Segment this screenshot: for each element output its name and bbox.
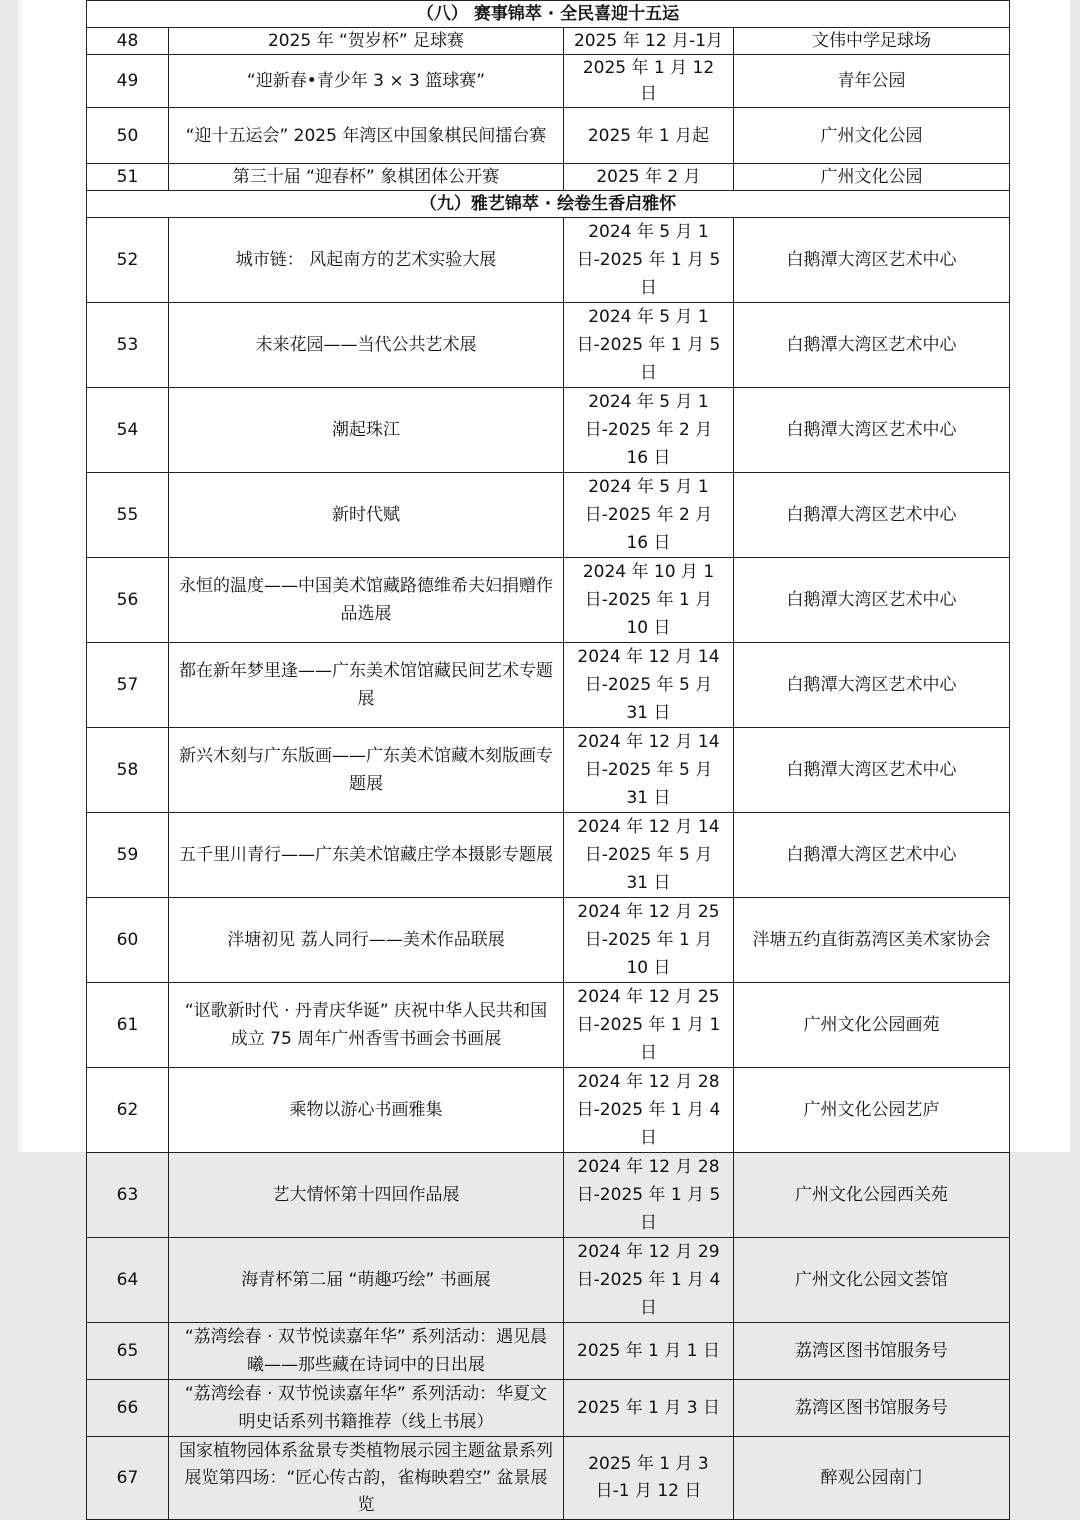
table-row <box>87 898 1010 983</box>
table-row <box>87 1380 1010 1437</box>
event-time: 2024 年 12 月 28 日-2025 年 1 月 4 日 <box>564 1068 734 1153</box>
event-time: 2025 年 1 月起 <box>564 108 734 164</box>
section-header-row <box>87 1 1010 28</box>
row-number: 53 <box>87 303 169 388</box>
row-number: 49 <box>87 55 169 108</box>
table-row <box>87 983 1010 1068</box>
event-venue: 文伟中学足球场 <box>734 28 1010 55</box>
row-number: 55 <box>87 473 169 558</box>
row-number: 60 <box>87 898 169 983</box>
table-row <box>87 473 1010 558</box>
table-row <box>87 108 1010 164</box>
table-row <box>87 1238 1010 1323</box>
event-name: 泮塘初见 荔人同行——美术作品联展 <box>169 898 564 983</box>
row-number: 64 <box>87 1238 169 1323</box>
event-time: 2024 年 12 月 14 日-2025 年 5 月 31 日 <box>564 728 734 813</box>
event-time: 2025 年 1 月 1 日 <box>564 1323 734 1380</box>
event-time: 2024 年 12 月 25 日-2025 年 1 月 10 日 <box>564 898 734 983</box>
table-row <box>87 303 1010 388</box>
row-number: 58 <box>87 728 169 813</box>
event-name: 潮起珠江 <box>169 388 564 473</box>
row-number: 54 <box>87 388 169 473</box>
event-venue: 白鹅潭大湾区艺术中心 <box>734 813 1010 898</box>
row-number: 67 <box>87 1437 169 1520</box>
event-venue: 醉观公园南门 <box>734 1437 1010 1520</box>
event-time: 2024 年 12 月 14 日-2025 年 5 月 31 日 <box>564 813 734 898</box>
event-name: 2025 年 “贺岁杯” 足球赛 <box>169 28 564 55</box>
event-venue: 白鹅潭大湾区艺术中心 <box>734 388 1010 473</box>
event-time: 2024 年 5 月 1 日-2025 年 1 月 5 日 <box>564 303 734 388</box>
section-title: （八） 赛事锦萃 · 全民喜迎十五运 <box>87 1 1010 28</box>
row-number: 65 <box>87 1323 169 1380</box>
event-name: 海青杯第二届 “萌趣巧绘” 书画展 <box>169 1238 564 1323</box>
event-venue: 白鹅潭大湾区艺术中心 <box>734 473 1010 558</box>
table-row <box>87 28 1010 55</box>
event-venue: 广州文化公园 <box>734 164 1010 191</box>
event-name: 第三十届 “迎春杯” 象棋团体公开赛 <box>169 164 564 191</box>
row-number: 57 <box>87 643 169 728</box>
row-number: 48 <box>87 28 169 55</box>
table-row <box>87 218 1010 303</box>
event-venue: 泮塘五约直街荔湾区美术家协会 <box>734 898 1010 983</box>
event-name: 永恒的温度——中国美术馆藏路德维希夫妇捐赠作品选展 <box>169 558 564 643</box>
table-row <box>87 1153 1010 1238</box>
table-row <box>87 1068 1010 1153</box>
event-name: 城市链： 风起南方的艺术实验大展 <box>169 218 564 303</box>
event-time: 2024 年 10 月 1 日-2025 年 1 月 10 日 <box>564 558 734 643</box>
section-header-row <box>87 191 1010 218</box>
event-venue: 广州文化公园 <box>734 108 1010 164</box>
row-number: 56 <box>87 558 169 643</box>
event-venue: 白鹅潭大湾区艺术中心 <box>734 728 1010 813</box>
event-name: 都在新年梦里逢——广东美术馆馆藏民间艺术专题展 <box>169 643 564 728</box>
event-time: 2024 年 12 月 28 日-2025 年 1 月 5 日 <box>564 1153 734 1238</box>
table-row <box>87 813 1010 898</box>
event-name: 五千里川青行——广东美术馆藏庄学本摄影专题展 <box>169 813 564 898</box>
event-time: 2024 年 5 月 1 日-2025 年 2 月 16 日 <box>564 388 734 473</box>
event-venue: 广州文化公园艺庐 <box>734 1068 1010 1153</box>
event-name: 乘物以游心书画雅集 <box>169 1068 564 1153</box>
event-name: 未来花园——当代公共艺术展 <box>169 303 564 388</box>
event-time: 2024 年 12 月 25 日-2025 年 1 月 1 日 <box>564 983 734 1068</box>
event-venue: 荔湾区图书馆服务号 <box>734 1323 1010 1380</box>
row-number: 51 <box>87 164 169 191</box>
event-venue: 白鹅潭大湾区艺术中心 <box>734 558 1010 643</box>
section-title: （九）雅艺锦萃 · 绘卷生香启雅怀 <box>87 191 1010 218</box>
event-name: “迎新春•青少年 3 × 3 篮球赛” <box>169 55 564 108</box>
table-row <box>87 1437 1010 1520</box>
event-name: 新兴木刻与广东版画——广东美术馆藏木刻版画专题展 <box>169 728 564 813</box>
table-row <box>87 728 1010 813</box>
row-number: 66 <box>87 1380 169 1437</box>
event-venue: 广州文化公园西关苑 <box>734 1153 1010 1238</box>
event-venue: 白鹅潭大湾区艺术中心 <box>734 218 1010 303</box>
event-time: 2025 年 1 月 3 日-1 月 12 日 <box>564 1437 734 1520</box>
document-page <box>18 0 1070 1515</box>
event-name: “讴歌新时代 · 丹青庆华诞” 庆祝中华人民共和国成立 75 周年广州香雪书画会书画展 <box>169 983 564 1068</box>
event-time: 2024 年 12 月 29 日-2025 年 1 月 4 日 <box>564 1238 734 1323</box>
event-name: 国家植物园体系盆景专类植物展示园主题盆景系列展览第四场：“匠心传古韵，雀梅映碧空” 盆景展览 <box>169 1437 564 1520</box>
event-time: 2025 年 2 月 <box>564 164 734 191</box>
events-table <box>86 0 1010 1520</box>
event-name: “荔湾绘春 · 双节悦读嘉年华” 系列活动：遇见晨曦——那些藏在诗词中的日出展 <box>169 1323 564 1380</box>
event-venue: 白鹅潭大湾区艺术中心 <box>734 303 1010 388</box>
table-row <box>87 558 1010 643</box>
event-time: 2025 年 1 月 3 日 <box>564 1380 734 1437</box>
event-venue: 荔湾区图书馆服务号 <box>734 1380 1010 1437</box>
table-row <box>87 643 1010 728</box>
event-venue: 白鹅潭大湾区艺术中心 <box>734 643 1010 728</box>
event-venue: 青年公园 <box>734 55 1010 108</box>
event-venue: 广州文化公园画苑 <box>734 983 1010 1068</box>
event-name: “荔湾绘春 · 双节悦读嘉年华” 系列活动：华夏文明史话系列书籍推荐（线上书展） <box>169 1380 564 1437</box>
event-name: 艺大情怀第十四回作品展 <box>169 1153 564 1238</box>
event-time: 2025 年 1 月 12 日 <box>564 55 734 108</box>
row-number: 59 <box>87 813 169 898</box>
event-time: 2024 年 5 月 1 日-2025 年 1 月 5 日 <box>564 218 734 303</box>
table-row <box>87 1323 1010 1380</box>
event-time: 2024 年 5 月 1 日-2025 年 2 月 16 日 <box>564 473 734 558</box>
row-number: 50 <box>87 108 169 164</box>
event-venue: 广州文化公园文荟馆 <box>734 1238 1010 1323</box>
row-number: 52 <box>87 218 169 303</box>
event-name: “迎十五运会” 2025 年湾区中国象棋民间擂台赛 <box>169 108 564 164</box>
table-row <box>87 164 1010 191</box>
event-name: 新时代赋 <box>169 473 564 558</box>
table-row <box>87 55 1010 108</box>
table-row <box>87 388 1010 473</box>
event-time: 2024 年 12 月 14 日-2025 年 5 月 31 日 <box>564 643 734 728</box>
row-number: 61 <box>87 983 169 1068</box>
page-edge-left <box>18 0 24 1152</box>
row-number: 62 <box>87 1068 169 1153</box>
row-number: 63 <box>87 1153 169 1238</box>
event-time: 2025 年 12 月-1月 <box>564 28 734 55</box>
